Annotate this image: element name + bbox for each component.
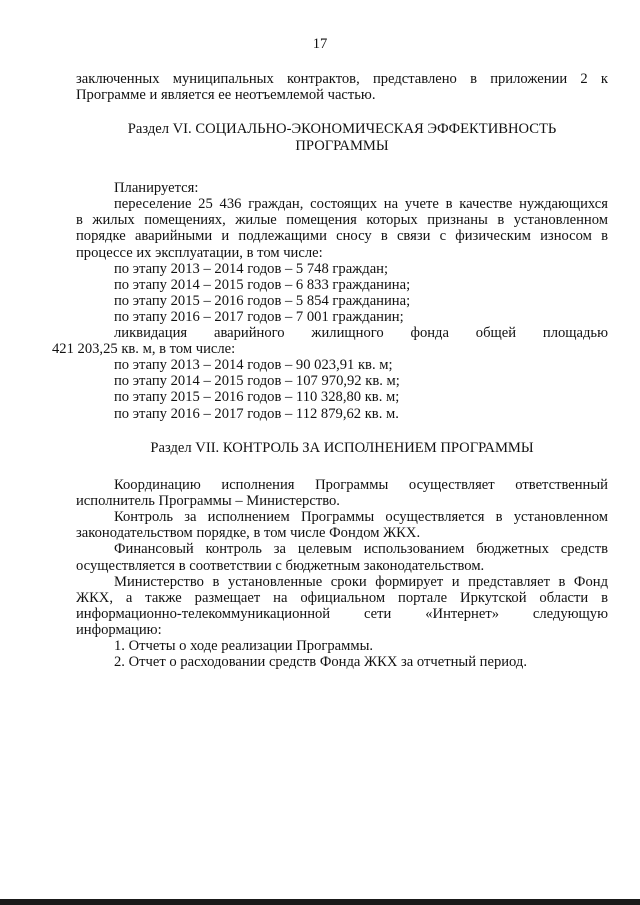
financial-control-line: Финансовый контроль за целевым использованием бюджетных средств	[114, 541, 608, 558]
liquidation-line: 421 203,25 кв. м, в том числе:	[52, 341, 236, 358]
report-item: 1. Отчеты о ходе реализации Программы.	[114, 638, 374, 655]
section-6-heading: Раздел VI. СОЦИАЛЬНО-ЭКОНОМИЧЕСКАЯ ЭФФЕКТИВНОСТЬ	[127, 121, 557, 138]
liquidation-stage: по этапу 2014 – 2015 годов – 107 970,92 кв. м;	[114, 373, 400, 390]
financial-control-line: осуществляется в соответствии с бюджетным законодательством.	[76, 557, 485, 574]
planned-label: Планируется:	[114, 180, 199, 197]
resettlement-stage: по этапу 2015 – 2016 годов – 5 854 гражданина;	[114, 292, 411, 309]
liquidation-line: ликвидация аварийного жилищного фонда общей площадью	[114, 325, 608, 342]
coordination-line: исполнитель Программы – Министерство.	[76, 493, 340, 510]
control-line: законодательством порядке, в том числе Фондом ЖКХ.	[76, 525, 421, 542]
liquidation-stage: по этапу 2013 – 2014 годов – 90 023,91 кв. м;	[114, 357, 393, 374]
resettlement-line: процессе их эксплуатации, в том числе:	[76, 244, 323, 261]
ministry-line: ЖКХ, а также размещает на официальном портале Иркутской области в	[76, 589, 608, 606]
report-item: 2. Отчет о расходовании средств Фонда ЖКХ за отчетный период.	[114, 654, 527, 671]
section-6-heading: ПРОГРАММЫ	[295, 137, 389, 154]
scan-bottom-edge	[0, 899, 640, 905]
document-body	[52, 71, 608, 671]
control-line: Контроль за исполнением Программы осуществляется в установленном	[114, 509, 608, 526]
intro-line: заключенных муниципальных контрактов, представлено в приложении 2 к	[76, 71, 608, 87]
coordination-line: Координацию исполнения Программы осуществляет ответственный	[114, 477, 608, 494]
intro-line: Программе и является ее неотъемлемой частью.	[76, 87, 376, 104]
ministry-line: Министерство в установленные сроки формирует и представляет в Фонд	[114, 573, 608, 590]
resettlement-line: порядке аварийными и подлежащими сносу в связи с физическим износом в	[76, 228, 608, 245]
ministry-line: информацию:	[76, 621, 162, 638]
resettlement-stage: по этапу 2016 – 2017 годов – 7 001 гражданин;	[114, 308, 404, 325]
section-7-heading: Раздел VII. КОНТРОЛЬ ЗА ИСПОЛНЕНИЕМ ПРОГРАММЫ	[150, 439, 534, 456]
ministry-line: информационно-телекоммуникационной сети «Интернет» следующую	[76, 605, 608, 622]
resettlement-stage: по этапу 2013 – 2014 годов – 5 748 граждан;	[114, 260, 389, 277]
resettlement-line: в жилых помещениях, жилые помещения которых признаны в установленном	[76, 212, 608, 229]
resettlement-stage: по этапу 2014 – 2015 годов – 6 833 гражданина;	[114, 276, 411, 293]
liquidation-stage: по этапу 2016 – 2017 годов – 112 879,62 кв. м.	[114, 405, 399, 422]
resettlement-line: переселение 25 436 граждан, состоящих на учете в качестве нуждающихся	[114, 196, 608, 213]
page-number: 17	[312, 36, 328, 52]
liquidation-stage: по этапу 2015 – 2016 годов – 110 328,80 кв. м;	[114, 389, 400, 406]
